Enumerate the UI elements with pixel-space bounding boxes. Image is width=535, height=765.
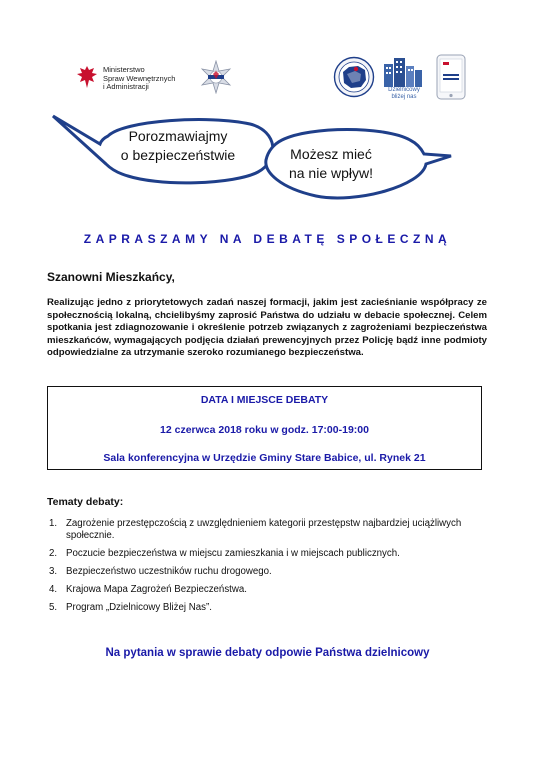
salutation: Szanowni Mieszkańcy, xyxy=(47,270,175,284)
police-star-icon xyxy=(199,60,233,94)
ministry-line: i Administracji xyxy=(103,82,149,91)
topics-list xyxy=(47,518,487,620)
topic-number: 5. xyxy=(49,602,58,613)
intro-paragraph: Realizując jedno z priorytetowych zadań naszej formacji, jakim jest zacieśnianie współpracy ze społecznością lokalną, chcielibyśmy zaprosić Państwa do udziału w debacie społecznej. Celem spotkania jest zdiagnozowanie i określenie potrzeb związanych z zagrożeniami bezpieczeństwa mieszkańców, wymagających podjęcia działań prewencyjnych przez Policję bądź inne podmioty odpowiedzialne za utrzymanie szeroko rozumianego bezpieczeństwa. xyxy=(47,297,487,358)
ministry-name xyxy=(103,66,175,92)
topic-text: Zagrożenie przestępczością z uwzględnieniem kategorii przestępstw najbardziej uciążliwych społecznie. xyxy=(66,518,462,541)
bubble-line: o bezpieczeństwie xyxy=(120,147,236,163)
topic-number: 1. xyxy=(49,518,58,529)
topic-text: Krajowa Mapa Zagrożeń Bezpieczeństwa. xyxy=(66,584,247,595)
bubble-right-text xyxy=(276,145,386,183)
dzielnicowy-line: bliżej nas xyxy=(391,93,417,100)
bubble-line: na nie wpływ! xyxy=(288,165,374,181)
page-title: ZAPRASZAMY NA DEBATĘ SPOŁECZNĄ xyxy=(83,232,452,246)
list-item xyxy=(47,566,487,578)
list-item xyxy=(47,548,487,560)
event-date: 12 czerwca 2018 roku w godz. 17:00-19:00 xyxy=(160,424,369,436)
list-item xyxy=(47,518,487,542)
topic-text: Program „Dzielnicowy Bliżej Nas”. xyxy=(66,602,212,613)
speech-bubbles-graphic xyxy=(40,110,460,210)
mobile-app-icon xyxy=(436,54,466,100)
bubble-line: Porozmawiajmy xyxy=(128,128,228,144)
topic-number: 3. xyxy=(49,566,58,577)
dzielnicowy-line: Dzielnicowy xyxy=(388,87,420,93)
bubble-line: Możesz mieć xyxy=(290,146,372,162)
list-item xyxy=(47,584,487,596)
info-box-heading: DATA I MIEJSCE DEBATY xyxy=(200,394,329,406)
eagle-emblem-icon xyxy=(76,64,98,90)
topic-number: 4. xyxy=(49,584,58,595)
dzielnicowy-logo-text xyxy=(381,87,427,100)
list-item xyxy=(47,602,487,614)
topic-text: Poczucie bezpieczeństwa w miejscu zamieszkania i w miejscach publicznych. xyxy=(66,548,400,559)
safety-map-badge-icon xyxy=(333,56,375,98)
ministry-line: Ministerstwo xyxy=(103,65,145,74)
bubble-left-text xyxy=(115,127,241,165)
buildings-icon xyxy=(383,54,423,88)
event-place: Sala konferencyjna w Urzędzie Gminy Stare Babice, ul. Rynek 21 xyxy=(103,452,426,464)
topic-number: 2. xyxy=(49,548,58,559)
ministry-line: Spraw Wewnętrznych xyxy=(103,73,176,83)
topic-text: Bezpieczeństwo uczestników ruchu drogowego. xyxy=(66,566,272,577)
footer-note: Na pytania w sprawie debaty odpowie Państwa dzielnicowy xyxy=(105,647,430,659)
topics-heading: Tematy debaty: xyxy=(47,496,124,508)
